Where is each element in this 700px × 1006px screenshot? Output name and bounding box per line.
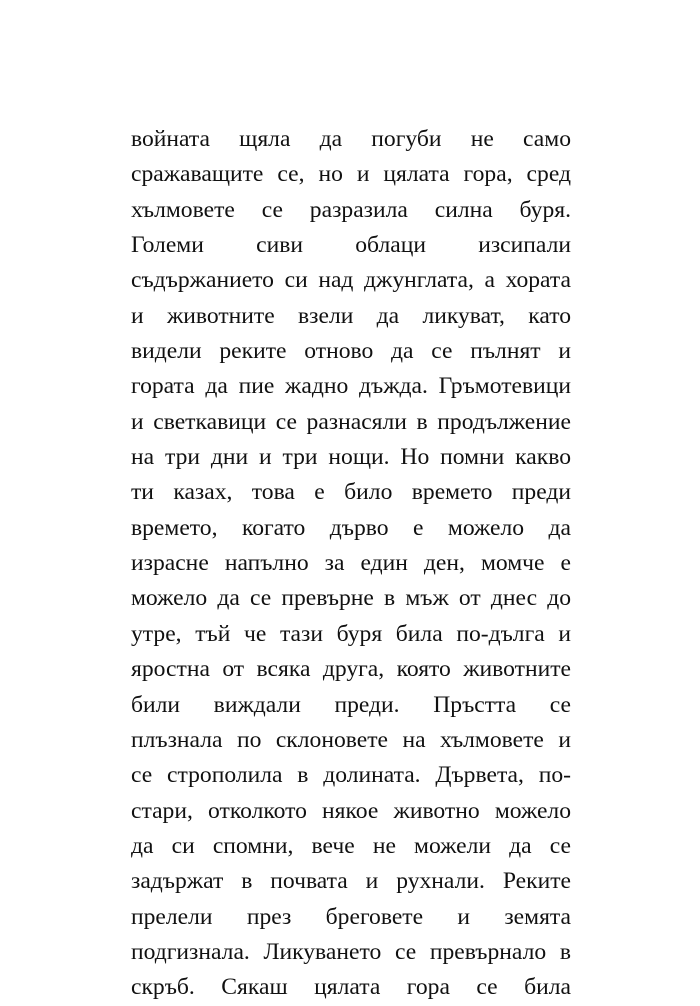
text-line: яростна от всяка друга, която животните — [131, 656, 571, 683]
text-line: утре, тъй че тази буря била по-дълга и — [131, 620, 571, 647]
text-line: подгизнала. Ликуването се превърнало в — [131, 938, 571, 965]
text-line: на три дни и три нощи. Но помни какво — [131, 444, 571, 471]
text-line: сражаващите се, но и цялата гора, сред — [131, 161, 571, 188]
text-line: хълмовете се разразила силна буря. — [131, 196, 571, 223]
text-line: гората да пие жадно дъжда. Гръмотевици — [131, 373, 571, 400]
text-line: били виждали преди. Пръстта се — [131, 691, 571, 718]
text-line: плъзнала по склоновете на хълмовете и — [131, 726, 571, 753]
text-line: задържат в почвата и рухнали. Реките — [131, 868, 571, 895]
text-line: и светкавици се разнасяли в продължение — [131, 408, 571, 435]
text-line: войната щяла да погуби не само — [131, 126, 571, 152]
text-line: видели реките отново да се пълнят и — [131, 338, 571, 365]
text-line: да си спомни, вече не можели да се — [131, 832, 571, 859]
text-line: ти казах, това е било времето преди — [131, 479, 571, 506]
text-line: прелели през бреговете и земята — [131, 903, 571, 930]
text-line: израсне напълно за един ден, момче е — [131, 550, 571, 577]
text-line: Големи сиви облаци изсипали — [131, 232, 571, 259]
text-line: съдържанието си над джунглата, а хората — [131, 267, 571, 294]
text-line: се строполила в долината. Дървета, по- — [131, 762, 571, 789]
text-line: скръб. Сякаш цялата гора се била — [131, 974, 571, 1001]
text-line: можело да се превърне в мъж от днес до — [131, 585, 571, 612]
body-text — [131, 122, 571, 1006]
text-line: и животните взели да ликуват, като — [131, 302, 571, 329]
text-line: стари, отколкото някое животно можело — [131, 797, 571, 824]
text-line: времето, когато дърво е можело да — [131, 514, 571, 541]
